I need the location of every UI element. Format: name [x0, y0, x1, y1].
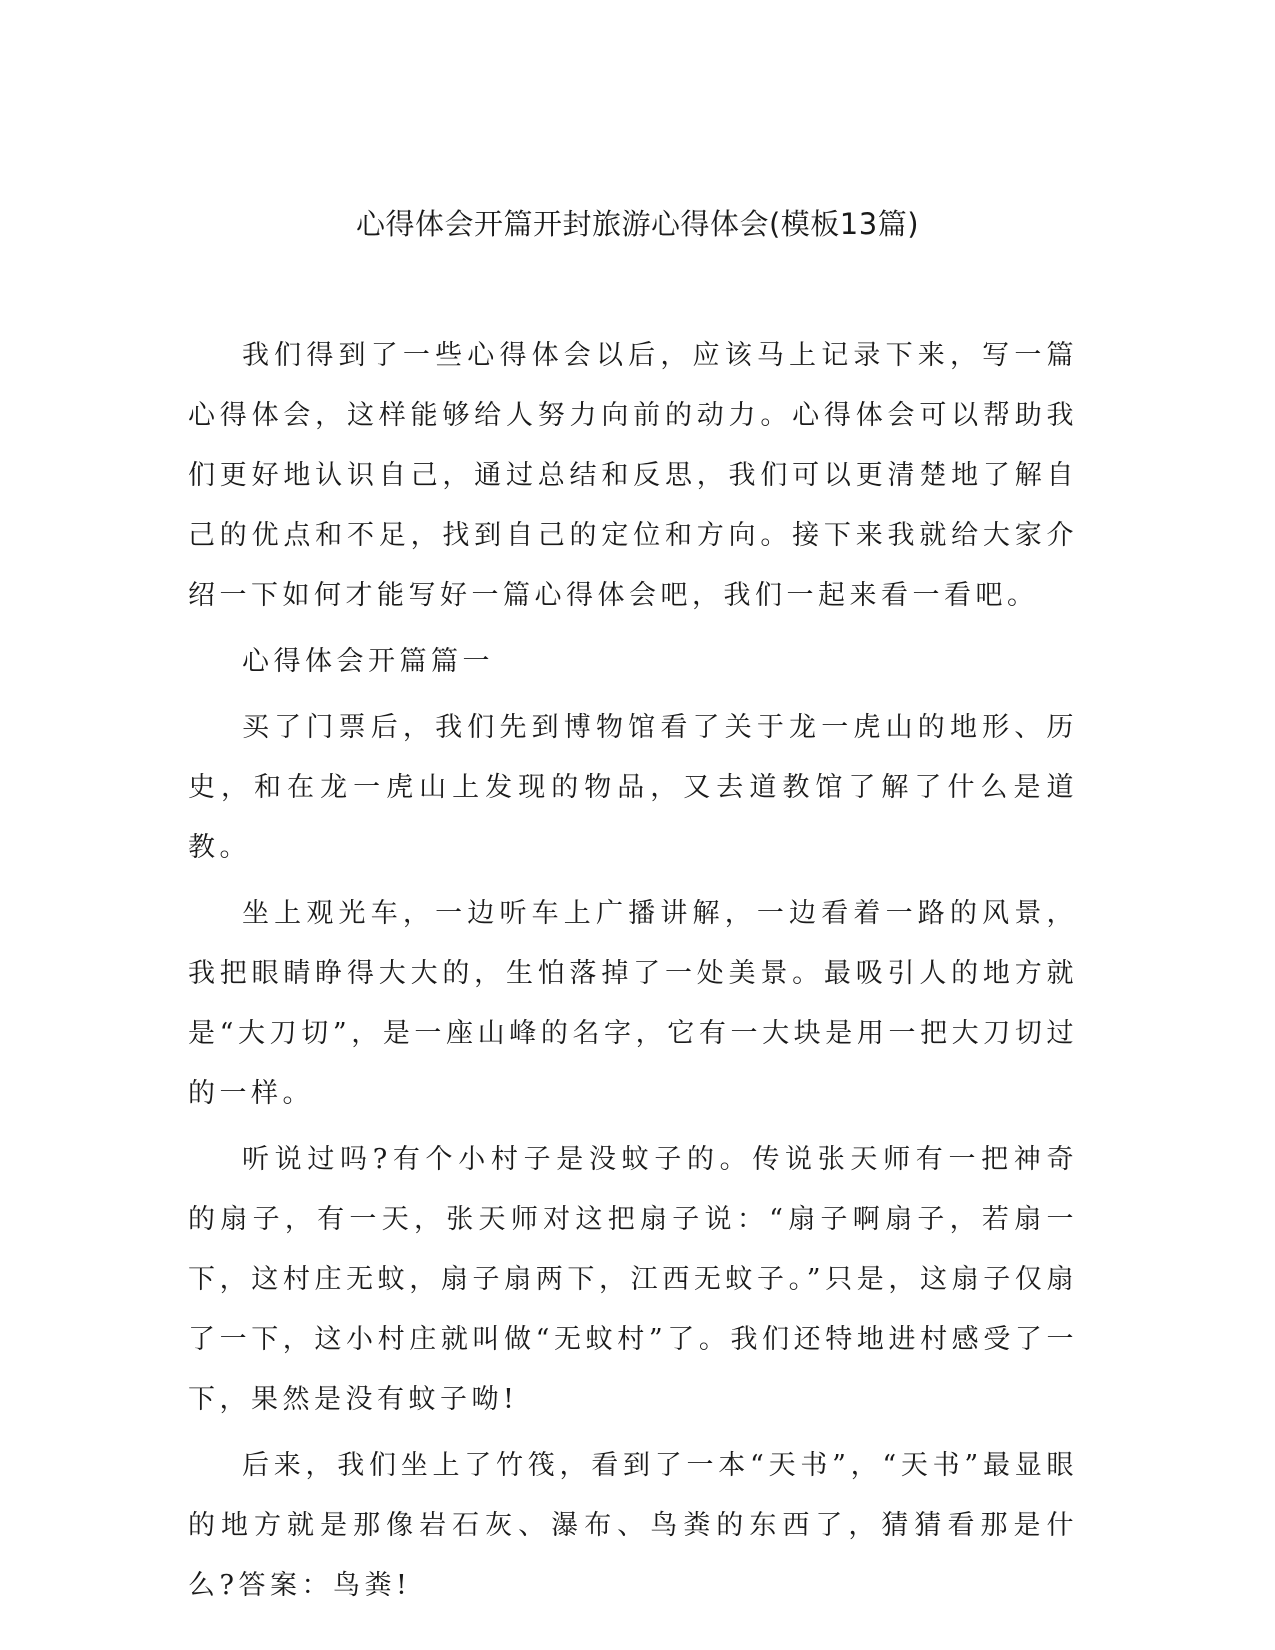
document-title: 心得体会开篇开封旅游心得体会(模板13篇) — [355, 207, 920, 241]
intro-paragraph: 我们得到了一些心得体会以后，应该马上记录下来，写一篇心得体会，这样能够给人努力向前的动力。心得体会可以帮助我们更好地认识自己，通过总结和反思，我们可以更清楚地了解自己的优点和不足，找到自己的定位和方向。接下来我就给大家介绍一下如何才能写好一篇心得体会吧，我们一起来看一看吧。 — [188, 340, 1078, 611]
document-body — [188, 326, 1078, 1622]
body-paragraph: 坐上观光车，一边听车上广播讲解，一边看着一路的风景，我把眼睛睁得大大的，生怕落掉了一处美景。最吸引人的地方就是“大刀切”，是一座山峰的名字，它有一大块是用一把大刀切过的一样。 — [188, 898, 1078, 1109]
body-paragraph: 听说过吗?有个小村子是没蚊子的。传说张天师有一把神奇的扇子，有一天，张天师对这把扇子说：“扇子啊扇子，若扇一下，这村庄无蚊，扇子扇两下，江西无蚊子。”只是，这扇子仅扇了一下，这小村庄就叫做“无蚊村”了。我们还特地进村感受了一下，果然是没有蚊子呦! — [188, 1144, 1078, 1415]
section-heading: 心得体会开篇篇一 — [242, 646, 494, 677]
body-paragraph: 买了门票后，我们先到博物馆看了关于龙一虎山的地形、历史，和在龙一虎山上发现的物品，又去道教馆了解了什么是道教。 — [188, 712, 1078, 863]
body-paragraph: 后来，我们坐上了竹筏，看到了一本“天书”，“天书”最显眼的地方就是那像岩石灰、瀑布、鸟粪的东西了，猜猜看那是什么?答案：鸟粪! — [188, 1450, 1078, 1601]
